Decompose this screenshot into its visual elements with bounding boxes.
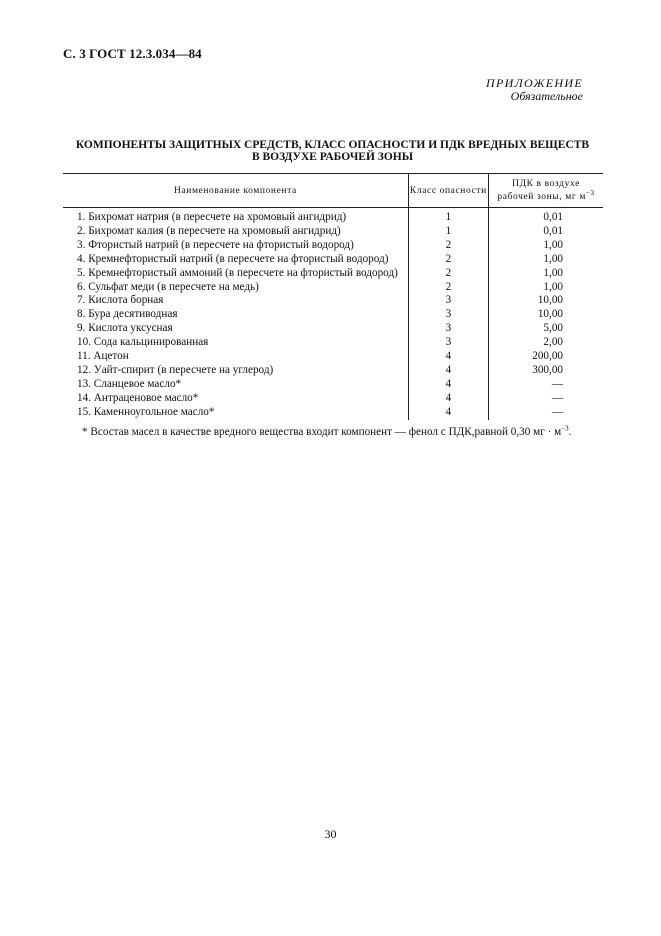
hazard-class: 4 xyxy=(408,350,488,364)
component-name: 8. Бура десятиводная xyxy=(77,308,178,321)
table-row xyxy=(63,350,603,364)
component-name: 11. Ацетон xyxy=(77,350,129,363)
pdk-value: 0,01 xyxy=(489,208,604,225)
hazard-class: 4 xyxy=(408,378,488,392)
component-name: 14. Антраценовое масло* xyxy=(77,391,199,404)
pdk-value: 1,00 xyxy=(489,253,604,267)
hazard-class: 2 xyxy=(408,267,488,281)
table-row xyxy=(63,392,603,406)
component-name: 9. Кислота уксусная xyxy=(77,322,173,335)
footnote-text: * Всостав масел в качестве вредного вещества входит компонент — фенол с ПДК,равной 0,30 мг · м xyxy=(82,426,562,438)
pdk-value: — xyxy=(489,406,604,420)
pdk-value: 10,00 xyxy=(489,308,604,322)
pdk-value: 300,00 xyxy=(489,364,604,378)
header-pdk-line-2 xyxy=(489,188,603,204)
pdk-value: 1,00 xyxy=(489,281,604,295)
hazard-class: 4 xyxy=(408,392,488,406)
document-title-line-2: В ВОЗДУХЕ РАБОЧЕЙ ЗОНЫ xyxy=(251,151,414,163)
hazard-class: 2 xyxy=(408,239,488,253)
page-number: 30 xyxy=(324,827,337,841)
hazard-class: 1 xyxy=(408,208,488,225)
table-row xyxy=(63,336,603,350)
table-row xyxy=(63,253,603,267)
table-row xyxy=(63,225,603,239)
header-pdk-line-1: ПДК в воздухе xyxy=(512,178,580,189)
hazard-class: 3 xyxy=(408,308,488,322)
components-table xyxy=(63,173,603,420)
component-name: 5. Кремнефтористый аммоний (в пересчете на фтористый водород) xyxy=(77,266,398,279)
header-pdk-exponent: −3 xyxy=(585,188,595,197)
appendix-title: ПРИЛОЖЕНИЕ xyxy=(486,76,583,90)
pdk-value: 10,00 xyxy=(489,294,604,308)
pdk-value: 1,00 xyxy=(489,239,604,253)
page-header: С. 3 ГОСТ 12.3.034—84 xyxy=(63,46,202,61)
pdk-value: 200,00 xyxy=(489,350,604,364)
footnote xyxy=(82,426,571,438)
hazard-class: 3 xyxy=(408,294,488,308)
component-name: 1. Бихромат натрия (в пересчете на хромовый ангидрид) xyxy=(77,211,347,223)
table-row xyxy=(63,322,603,336)
pdk-value: 2,00 xyxy=(489,336,604,350)
component-name: 13. Сланцевое масло* xyxy=(77,377,182,390)
component-name: 10. Сода кальцинированная xyxy=(77,336,209,349)
component-name: 4. Кремнефтористый натрий (в пересчете на фтористый водород) xyxy=(77,252,389,265)
table-body xyxy=(63,208,603,420)
table-row xyxy=(63,308,603,322)
table-row xyxy=(63,364,603,378)
hazard-class: 4 xyxy=(408,364,488,378)
hazard-class: 2 xyxy=(408,281,488,295)
document-title xyxy=(60,139,605,163)
pdk-value: 0,01 xyxy=(489,225,604,239)
header-class: Класс опасности xyxy=(408,174,488,208)
appendix-label xyxy=(486,77,583,103)
component-name: 12. Уайт-спирит (в пересчете на углерод) xyxy=(77,363,274,376)
hazard-class: 3 xyxy=(408,322,488,336)
table-row xyxy=(63,208,603,225)
pdk-value: 1,00 xyxy=(489,267,604,281)
pdk-value: 5,00 xyxy=(489,322,604,336)
table-header-row xyxy=(63,174,603,208)
table-row xyxy=(63,281,603,295)
component-name: 3. Фтористый натрий (в пересчете на фтористый водород) xyxy=(77,238,354,251)
header-pdk xyxy=(489,174,604,208)
table-row xyxy=(63,267,603,281)
footnote-exponent: −3 xyxy=(561,424,569,433)
hazard-class: 1 xyxy=(408,225,488,239)
table-row xyxy=(63,239,603,253)
appendix-subtitle: Обязательное xyxy=(510,89,583,103)
header-pdk-unit-prefix: рабочей зоны, мг xyxy=(497,191,577,202)
component-name: 6. Сульфат меди (в пересчете на медь) xyxy=(77,280,259,293)
table-row xyxy=(63,294,603,308)
table-row xyxy=(63,406,603,420)
header-pdk-unit: м xyxy=(579,191,586,202)
header-name: Наименование компонента xyxy=(63,174,408,208)
table-row xyxy=(63,378,603,392)
footnote-end: . xyxy=(568,426,572,438)
component-name: 15. Каменноугольное масло* xyxy=(77,405,215,418)
pdk-value: — xyxy=(489,378,604,392)
pdk-value: — xyxy=(489,392,604,406)
hazard-class: 4 xyxy=(408,406,488,420)
component-name: 2. Бихромат калия (в пересчете на хромовый ангидрид) xyxy=(77,224,341,237)
document-title-line-1: КОМПОНЕНТЫ ЗАЩИТНЫХ СРЕДСТВ, КЛАСС ОПАСНОСТИ И ПДК ВРЕДНЫХ ВЕЩЕСТВ xyxy=(75,139,590,151)
hazard-class: 3 xyxy=(408,336,488,350)
component-name: 7. Кислота борная xyxy=(77,294,164,307)
hazard-class: 2 xyxy=(408,253,488,267)
